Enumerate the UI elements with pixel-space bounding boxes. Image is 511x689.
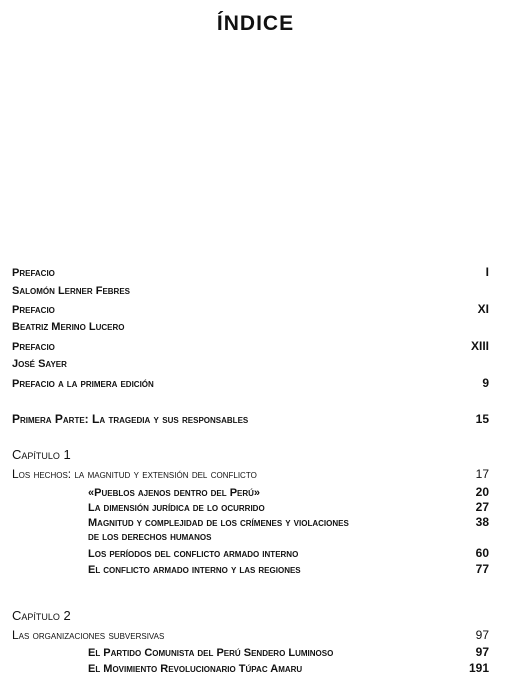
- page-title: ÍNDICE: [216, 12, 295, 35]
- toc-chapter-heading: [12, 448, 489, 462]
- toc-entry[interactable]: [12, 628, 489, 642]
- toc-subentry[interactable]: [12, 546, 489, 561]
- toc-entry[interactable]: [12, 376, 489, 391]
- toc-entry-text: El Partido Comunista del Perú Sendero Luminoso: [88, 647, 334, 659]
- toc-entry-text: Prefacio: [12, 267, 55, 279]
- toc-subentry[interactable]: [12, 485, 489, 500]
- toc-entry-text: Capítulo 2: [12, 608, 71, 623]
- toc-entry-page: XIII: [470, 339, 489, 353]
- toc-subentry-continued: [12, 530, 489, 544]
- toc-entry-text: La dimensión jurídica de lo ocurrido: [88, 502, 265, 514]
- toc-entry-text: José Sayer: [12, 358, 67, 370]
- toc-entry[interactable]: [12, 339, 489, 354]
- toc-entry-page: 17: [475, 467, 489, 481]
- toc-entry-page: 15: [475, 412, 489, 426]
- toc-subentry[interactable]: [12, 645, 489, 660]
- toc-entry-text: de los derechos humanos: [88, 531, 212, 543]
- toc-entry-text: Los hechos: la magnitud y extensión del conflicto: [12, 467, 257, 481]
- toc-entry-text: Salomón Lerner Febres: [12, 285, 131, 297]
- toc-entry-text: Prefacio: [12, 341, 55, 353]
- toc-entry-page: 97: [475, 628, 489, 642]
- toc-chapter-heading: [12, 609, 489, 623]
- toc-entry-text: Primera Parte: La tragedia y sus responsables: [12, 412, 249, 426]
- toc-entry-page: 97: [475, 645, 489, 659]
- toc-entry-text: Prefacio a la primera edición: [12, 378, 154, 390]
- toc-entry-author: [12, 357, 489, 371]
- toc-entry-page: 191: [468, 661, 489, 675]
- toc-entry-text: Magnitud y complejidad de los crímenes y violaciones: [88, 517, 349, 529]
- toc-entry-page: I: [485, 265, 489, 279]
- toc-entry[interactable]: [12, 302, 489, 317]
- toc-subentry[interactable]: [12, 500, 489, 515]
- toc-entry-page: 60: [475, 546, 489, 560]
- toc-entry-text: Beatriz Merino Lucero: [12, 321, 125, 333]
- toc-entry-text: Las organizaciones subversivas: [12, 628, 165, 642]
- toc-part-entry[interactable]: [12, 412, 489, 426]
- toc-entry-text: El conflicto armado interno y las regiones: [88, 564, 301, 576]
- toc-subentry[interactable]: [12, 562, 489, 577]
- toc-entry-author: [12, 284, 489, 298]
- toc-entry[interactable]: [12, 467, 489, 481]
- toc-entry-page: 38: [475, 515, 489, 529]
- toc-entry-author: [12, 320, 489, 334]
- toc-subentry[interactable]: [12, 661, 489, 676]
- toc-entry-page: XI: [477, 302, 489, 316]
- toc-entry-text: Prefacio: [12, 304, 55, 316]
- toc-entry-text: El Movimiento Revolucionario Túpac Amaru: [88, 663, 303, 675]
- toc-entry-text: Los períodos del conflicto armado interno: [88, 548, 299, 560]
- toc-entry[interactable]: [12, 265, 489, 280]
- toc-entry-page: 27: [475, 500, 489, 514]
- toc-entry-page: 20: [475, 485, 489, 499]
- toc-entry-page: 9: [482, 376, 489, 390]
- toc-subentry[interactable]: [12, 515, 489, 530]
- toc-entry-page: 77: [475, 562, 489, 576]
- toc-entry-text: Capítulo 1: [12, 447, 71, 462]
- toc-entry-text: «Pueblos ajenos dentro del Perú»: [88, 487, 261, 499]
